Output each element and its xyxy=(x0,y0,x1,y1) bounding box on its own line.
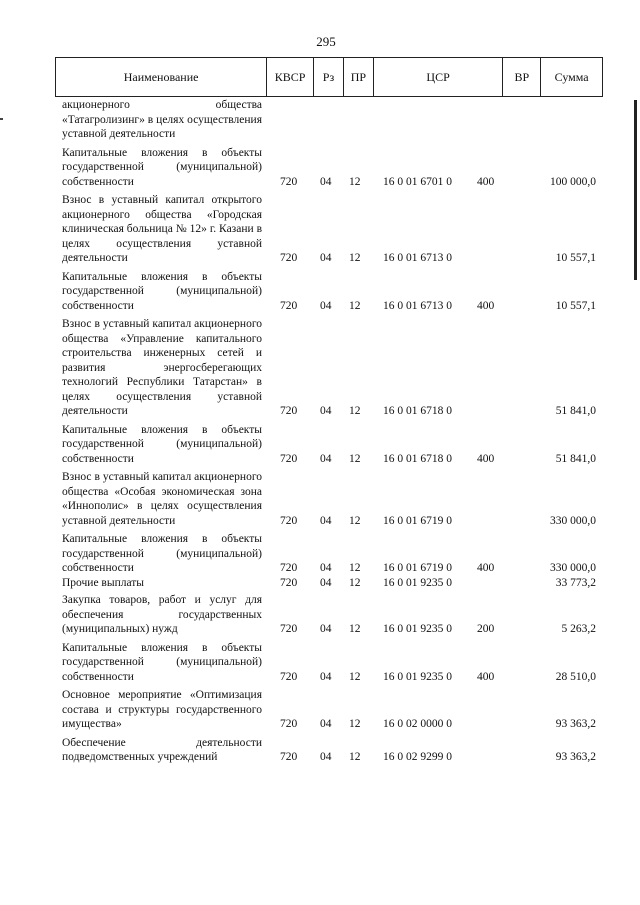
row-sum: 28 510,0 xyxy=(555,670,596,683)
table-row xyxy=(0,423,640,467)
row-csr: 16 0 01 6713 0 xyxy=(383,252,452,264)
row-name: акционерного общества «Татагролизинг» в целях осуществления уставной деятельности xyxy=(62,99,262,140)
row-name: Прочие выплаты xyxy=(62,576,145,589)
row-vr: 400 xyxy=(477,299,495,312)
row-pr: 12 xyxy=(349,514,361,527)
row-pr: 12 xyxy=(349,562,361,574)
row-kvsr: 720 xyxy=(280,562,298,574)
header-pr: ПР xyxy=(344,58,374,96)
row-kvsr: 720 xyxy=(280,299,298,312)
table-row xyxy=(0,641,640,685)
header-sum: Сумма xyxy=(554,69,589,84)
row-pr: 12 xyxy=(349,175,361,188)
row-csr: 16 0 01 6718 0 xyxy=(383,452,452,465)
row-sum: 330 000,0 xyxy=(550,514,596,527)
row-vr: 400 xyxy=(477,670,495,683)
row-sum: 51 841,0 xyxy=(555,452,596,465)
row-vr: 200 xyxy=(477,623,495,635)
row-name: Капитальные вложения в объекты государственной (муниципальной) собственности xyxy=(62,146,262,188)
row-kvsr: 720 xyxy=(280,252,298,264)
row-name: Обеспечение деятельности подведомственных учреждений xyxy=(62,736,262,763)
row-kvsr: 720 xyxy=(280,751,298,763)
table-row xyxy=(0,532,640,576)
table-row xyxy=(0,736,640,765)
row-csr: 16 0 01 9235 0 xyxy=(383,670,452,683)
row-csr: 16 0 01 6719 0 xyxy=(383,562,452,574)
row-pr: 12 xyxy=(349,576,361,589)
row-pr: 12 xyxy=(349,299,361,312)
row-name: Основное мероприятие «Оптимизация состава и структуры государственного имущества» xyxy=(62,689,262,730)
scan-edge-bar xyxy=(634,100,637,280)
scan-edge-tick xyxy=(0,118,3,120)
table-body xyxy=(0,98,640,769)
row-csr: 16 0 01 6719 0 xyxy=(383,514,452,527)
row-csr: 16 0 02 9299 0 xyxy=(383,751,452,763)
row-pr: 12 xyxy=(349,405,361,417)
row-name: Взнос в уставный капитал открытого акционерного общества «Городская клиническая больница № 12» г. Казани в целях осуществления уставной деятельности xyxy=(62,194,262,264)
table-header xyxy=(55,57,603,97)
row-vr: 400 xyxy=(477,562,495,574)
row-sum: 10 557,1 xyxy=(555,252,596,264)
table-row xyxy=(0,193,640,266)
row-kvsr: 720 xyxy=(280,576,298,589)
row-rz: 04 xyxy=(320,751,332,763)
row-csr: 16 0 01 6701 0 xyxy=(383,175,452,188)
row-csr: 16 0 01 6713 0 xyxy=(383,299,452,312)
header-csr: ЦСР xyxy=(374,58,504,96)
row-sum: 5 263,2 xyxy=(561,623,596,635)
row-sum: 10 557,1 xyxy=(555,299,596,312)
row-rz: 04 xyxy=(320,299,332,312)
row-kvsr: 720 xyxy=(280,405,298,417)
header-vr: ВР xyxy=(503,58,541,96)
table-row xyxy=(0,576,640,591)
table-row xyxy=(0,317,640,419)
table-row xyxy=(0,593,640,637)
row-name: Взнос в уставный капитал акционерного общества «Управление капитального строительства инженерных сетей и развития энергосберегающих технологий Республики Татарстан» в целях осуществления уставной деятельности xyxy=(62,318,262,417)
page-number: 295 xyxy=(316,34,336,49)
table-row xyxy=(0,98,640,142)
row-name: Капитальные вложения в объекты государственной (муниципальной) собственности xyxy=(62,423,262,465)
row-kvsr: 720 xyxy=(280,623,298,635)
row-rz: 04 xyxy=(320,576,332,589)
row-name: Капитальные вложения в объекты государственной (муниципальной) собственности xyxy=(62,641,262,683)
row-sum: 100 000,0 xyxy=(550,175,596,188)
header-rz: Рз xyxy=(314,58,344,96)
row-sum: 93 363,2 xyxy=(555,751,596,763)
row-rz: 04 xyxy=(320,562,332,574)
row-csr: 16 0 01 9235 0 xyxy=(383,576,452,589)
row-name: Закупка товаров, работ и услуг для обеспечения государственных (муниципальных) нужд xyxy=(62,594,262,635)
row-name: Капитальные вложения в объекты государственной (муниципальной) собственности xyxy=(62,533,262,574)
row-pr: 12 xyxy=(349,623,361,635)
row-kvsr: 720 xyxy=(280,718,298,730)
row-sum: 33 773,2 xyxy=(555,576,596,589)
row-pr: 12 xyxy=(349,252,361,264)
row-rz: 04 xyxy=(320,623,332,635)
row-kvsr: 720 xyxy=(280,514,298,527)
row-csr: 16 0 01 9235 0 xyxy=(383,623,452,635)
row-rz: 04 xyxy=(320,718,332,730)
table-row xyxy=(0,146,640,190)
row-pr: 12 xyxy=(349,670,361,683)
row-kvsr: 720 xyxy=(280,175,298,188)
row-vr: 400 xyxy=(477,175,495,188)
header-name: Наименование xyxy=(56,58,267,96)
row-pr: 12 xyxy=(349,452,361,465)
row-name: Взнос в уставный капитал акционерного общества «Особая экономическая зона «Иннополис» в целях осуществления уставной деятельности xyxy=(62,471,262,527)
row-sum: 51 841,0 xyxy=(555,405,596,417)
row-rz: 04 xyxy=(320,514,332,527)
row-rz: 04 xyxy=(320,405,332,417)
row-rz: 04 xyxy=(320,252,332,264)
table-row xyxy=(0,470,640,528)
row-sum: 330 000,0 xyxy=(550,562,596,574)
row-vr: 400 xyxy=(477,452,495,465)
row-kvsr: 720 xyxy=(280,670,298,683)
row-csr: 16 0 02 0000 0 xyxy=(383,718,452,730)
row-rz: 04 xyxy=(320,175,332,188)
header-kvsr: КВСР xyxy=(267,58,314,96)
row-kvsr: 720 xyxy=(280,452,298,465)
row-csr: 16 0 01 6718 0 xyxy=(383,405,452,417)
row-sum: 93 363,2 xyxy=(555,718,596,730)
table-row xyxy=(0,688,640,732)
table-row xyxy=(0,270,640,314)
row-pr: 12 xyxy=(349,718,361,730)
row-pr: 12 xyxy=(349,751,361,763)
row-rz: 04 xyxy=(320,452,332,465)
row-rz: 04 xyxy=(320,670,332,683)
row-name: Капитальные вложения в объекты государственной (муниципальной) собственности xyxy=(62,270,262,312)
